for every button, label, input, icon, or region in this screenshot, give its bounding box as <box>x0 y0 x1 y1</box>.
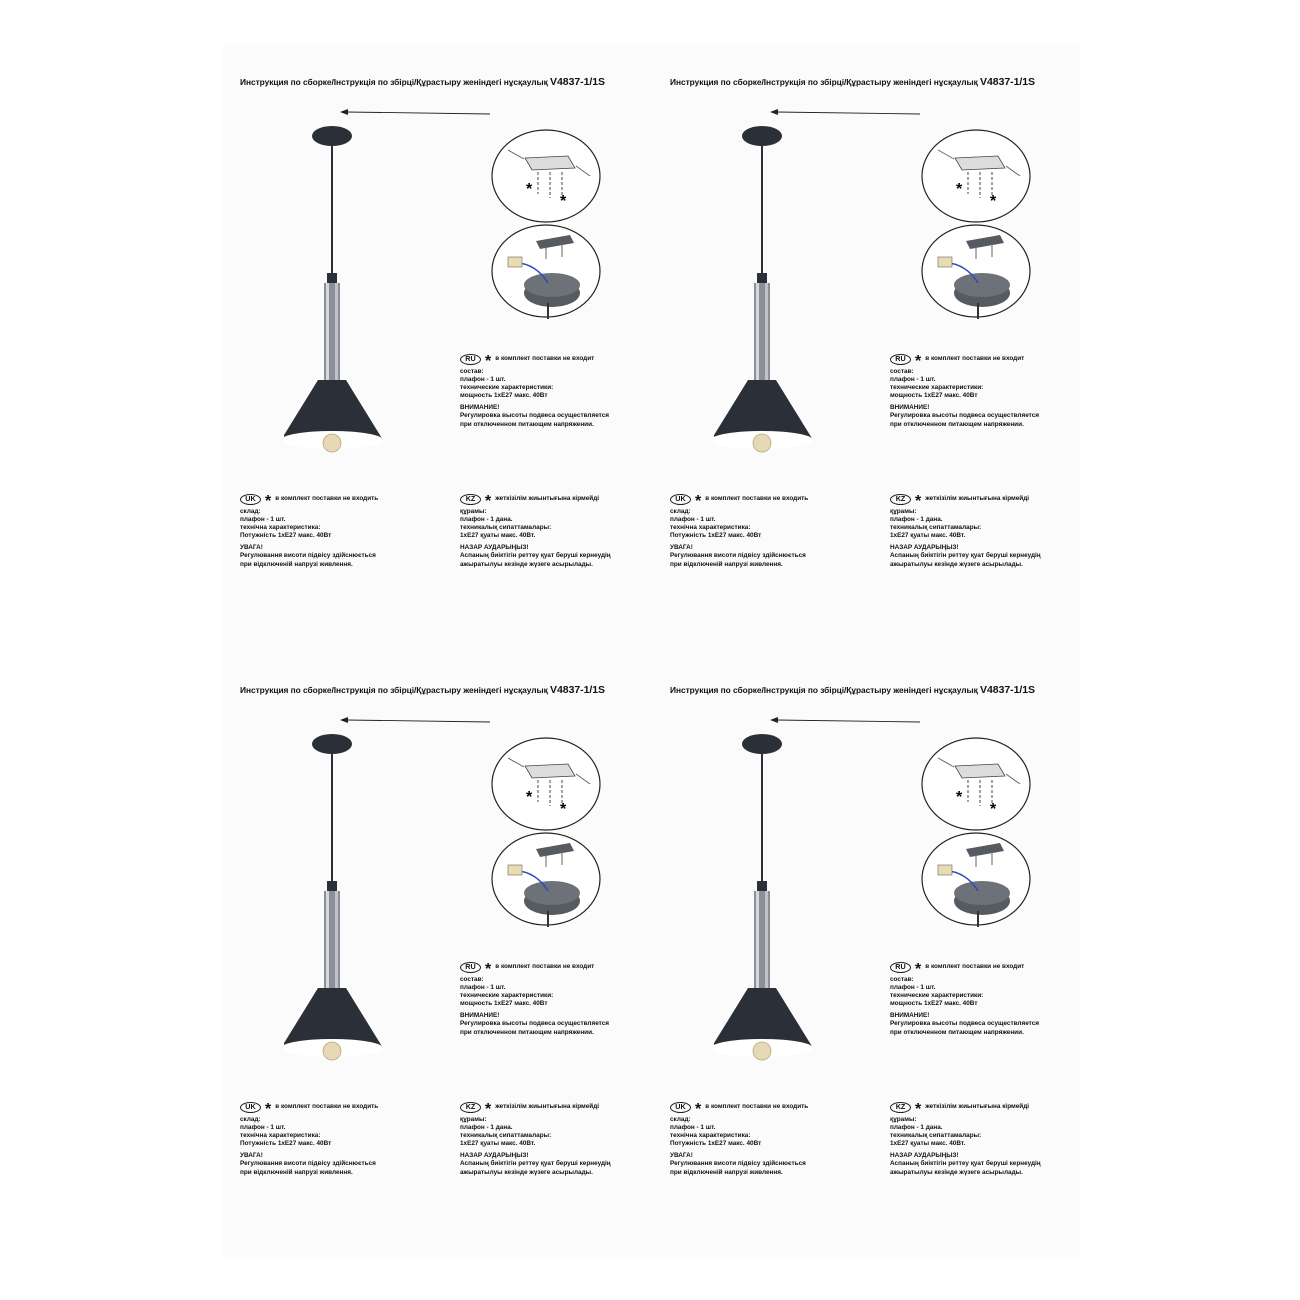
star-mark: * <box>526 789 533 806</box>
ru-note: в комплект поставки не входит <box>925 962 1025 970</box>
uk-instructions <box>240 1100 378 1177</box>
ru-line: плафон - 1 шт. <box>890 984 936 992</box>
uk-warning-title: УВАГА! <box>240 1152 263 1160</box>
kz-instructions <box>460 492 611 569</box>
instruction-title <box>670 76 1035 88</box>
kz-note: жеткізілім жиынтығына кірмейді <box>495 494 600 502</box>
kz-line: плафон - 1 дана. <box>890 1124 943 1132</box>
kz-note: жеткізілім жиынтығына кірмейді <box>495 1102 600 1110</box>
uk-line: Потужність 1хЕ27 макс. 40Вт <box>670 532 762 540</box>
title-text: Инструкция по сборке/Інструкція по збірці/Құрастыру женіндегі нұсқаулық <box>670 685 981 695</box>
kz-line: құрамы: <box>890 1116 917 1123</box>
ru-badge: RU <box>890 962 911 973</box>
arrow-left-icon <box>340 107 490 117</box>
pendant-lamp-illustration <box>284 125 384 465</box>
ru-warning-line: Регулировка высоты подвеса осуществляется <box>460 1020 610 1028</box>
ru-badge: RU <box>460 354 481 365</box>
star-mark: * <box>915 1101 922 1118</box>
instruction-title <box>240 76 605 88</box>
ru-warning-line: при отключенном питающем напряжении. <box>890 420 1024 428</box>
uk-line: Потужність 1хЕ27 макс. 40Вт <box>240 532 332 540</box>
uk-badge: UK <box>670 1102 691 1113</box>
uk-warning-title: УВАГА! <box>670 544 693 552</box>
kz-badge: KZ <box>890 1102 911 1113</box>
canopy-wiring-detail <box>920 223 1032 319</box>
kz-line: құрамы: <box>890 508 917 515</box>
ru-line: плафон - 1 шт. <box>890 376 936 384</box>
canopy-wiring-detail <box>490 223 602 319</box>
ru-line: мощность 1хЕ27 макс. 40Вт <box>460 1000 548 1008</box>
star-mark: * <box>265 493 272 510</box>
ru-line: плафон - 1 шт. <box>460 984 506 992</box>
kz-warning-line: Аспаның биіктігін реттеу қуат беруші кернеудің <box>460 1160 611 1168</box>
ru-warning-title: ВНИМАНИЕ! <box>890 1012 930 1020</box>
star-mark: * <box>695 1101 702 1118</box>
canopy-wiring-detail <box>490 831 602 927</box>
star-mark: * <box>915 961 922 978</box>
ru-instructions <box>460 960 609 1037</box>
uk-line: склад: <box>240 1116 261 1123</box>
kz-warning-line: Аспаның биіктігін реттеу қуат беруші кернеудің <box>890 1160 1041 1168</box>
pendant-lamp-illustration <box>284 733 384 1073</box>
ru-warning-line: Регулировка высоты подвеса осуществляется <box>460 412 610 420</box>
uk-badge: UK <box>240 1102 261 1113</box>
kz-line: техникалық сипаттамалары: <box>890 524 982 532</box>
ru-line: состав: <box>460 368 484 375</box>
star-mark: * <box>990 801 997 818</box>
kz-warning-title: НАЗАР АУДАРЫҢЫЗ! <box>890 1152 959 1160</box>
uk-badge: UK <box>670 494 691 505</box>
kz-warning-line: ажыратылуы кезінде жүзеге асырылады. <box>890 560 1023 568</box>
kz-warning-title: НАЗАР АУДАРЫҢЫЗ! <box>460 1152 529 1160</box>
uk-note: в комплект поставки не входить <box>275 1102 379 1110</box>
kz-warning-line: ажыратылуы кезінде жүзеге асырылады. <box>460 560 593 568</box>
kz-badge: KZ <box>890 494 911 505</box>
uk-line: плафон - 1 шт. <box>240 1124 286 1132</box>
star-mark: * <box>915 493 922 510</box>
uk-instructions <box>240 492 378 569</box>
ru-line: плафон - 1 шт. <box>460 376 506 384</box>
star-mark: * <box>956 789 963 806</box>
instruction-panel <box>652 653 1082 1253</box>
ru-badge: RU <box>460 962 481 973</box>
ru-line: состав: <box>890 976 914 983</box>
ru-line: состав: <box>460 976 484 983</box>
star-mark: * <box>485 493 492 510</box>
uk-warning-line: при відключеній напрузі живлення. <box>670 1168 783 1176</box>
mounting-bracket-detail <box>920 736 1032 832</box>
instruction-sheet <box>222 45 1080 1257</box>
uk-line: плафон - 1 шт. <box>670 516 716 524</box>
star-mark: * <box>485 1101 492 1118</box>
uk-warning-title: УВАГА! <box>240 544 263 552</box>
kz-warning-line: ажыратылуы кезінде жүзеге асырылады. <box>460 1168 593 1176</box>
model-number: V4837-1/1S <box>550 684 606 696</box>
ru-line: мощность 1хЕ27 макс. 40Вт <box>460 392 548 400</box>
kz-line: техникалық сипаттамалары: <box>460 1132 552 1140</box>
star-mark: * <box>695 493 702 510</box>
uk-line: плафон - 1 шт. <box>240 516 286 524</box>
uk-line: технічна характеристика: <box>240 1132 321 1140</box>
instruction-title <box>670 684 1035 696</box>
uk-instructions <box>670 492 808 569</box>
star-mark: * <box>265 1101 272 1118</box>
kz-badge: KZ <box>460 494 481 505</box>
pendant-lamp-illustration <box>714 125 814 465</box>
arrow-left-icon <box>770 715 920 725</box>
ru-line: технические характеристики: <box>890 992 984 1000</box>
uk-warning-line: Регулювання висоти підвісу здійснюється <box>240 552 376 560</box>
instruction-panel <box>222 45 652 645</box>
ru-line: мощность 1хЕ27 макс. 40Вт <box>890 1000 978 1008</box>
kz-warning-line: Аспаның биіктігін реттеу қуат беруші кернеудің <box>890 552 1041 560</box>
uk-warning-title: УВАГА! <box>670 1152 693 1160</box>
uk-line: склад: <box>670 1116 691 1123</box>
uk-warning-line: при відключеній напрузі живлення. <box>240 560 353 568</box>
ru-instructions <box>890 960 1039 1037</box>
mounting-bracket-detail <box>490 736 602 832</box>
instruction-panel <box>222 653 652 1253</box>
kz-warning-title: НАЗАР АУДАРЫҢЫЗ! <box>460 544 529 552</box>
ru-note: в комплект поставки не входит <box>925 354 1025 362</box>
ru-note: в комплект поставки не входит <box>495 354 595 362</box>
star-mark: * <box>526 181 533 198</box>
model-number: V4837-1/1S <box>980 684 1036 696</box>
ru-line: состав: <box>890 368 914 375</box>
uk-warning-line: Регулювання висоти підвісу здійснюється <box>240 1160 376 1168</box>
title-text: Инструкция по сборке/Інструкція по збірці/Құрастыру женіндегі нұсқаулық <box>240 77 551 87</box>
ru-warning-line: Регулировка высоты подвеса осуществляется <box>890 412 1040 420</box>
ru-warning-line: Регулировка высоты подвеса осуществляется <box>890 1020 1040 1028</box>
uk-warning-line: Регулювання висоти підвісу здійснюється <box>670 552 806 560</box>
star-mark: * <box>915 353 922 370</box>
uk-line: технічна характеристика: <box>670 524 751 532</box>
kz-line: плафон - 1 дана. <box>460 1124 513 1132</box>
kz-line: құрамы: <box>460 1116 487 1123</box>
arrow-left-icon <box>340 715 490 725</box>
star-mark: * <box>990 193 997 210</box>
kz-badge: KZ <box>460 1102 481 1113</box>
instruction-panel <box>652 45 1082 645</box>
uk-line: Потужність 1хЕ27 макс. 40Вт <box>240 1140 332 1148</box>
uk-line: склад: <box>670 508 691 515</box>
star-mark: * <box>485 353 492 370</box>
ru-instructions <box>460 352 609 429</box>
kz-instructions <box>890 1100 1041 1177</box>
uk-line: технічна характеристика: <box>240 524 321 532</box>
kz-line: техникалық сипаттамалары: <box>460 524 552 532</box>
kz-note: жеткізілім жиынтығына кірмейді <box>925 494 1030 502</box>
title-text: Инструкция по сборке/Інструкція по збірці/Құрастыру женіндегі нұсқаулық <box>240 685 551 695</box>
star-mark: * <box>956 181 963 198</box>
kz-warning-line: Аспаның биіктігін реттеу қуат беруші кернеудің <box>460 552 611 560</box>
kz-line: 1хЕ27 қуаты макс. 40Вт. <box>890 532 966 540</box>
arrow-left-icon <box>770 107 920 117</box>
kz-line: техникалық сипаттамалары: <box>890 1132 982 1140</box>
ru-line: технические характеристики: <box>890 384 984 392</box>
kz-instructions <box>460 1100 611 1177</box>
kz-line: құрамы: <box>460 508 487 515</box>
kz-line: плафон - 1 дана. <box>890 516 943 524</box>
ru-warning-title: ВНИМАНИЕ! <box>890 404 930 412</box>
ru-note: в комплект поставки не входит <box>495 962 595 970</box>
uk-note: в комплект поставки не входить <box>705 494 809 502</box>
kz-warning-line: ажыратылуы кезінде жүзеге асырылады. <box>890 1168 1023 1176</box>
kz-instructions <box>890 492 1041 569</box>
ru-line: мощность 1хЕ27 макс. 40Вт <box>890 392 978 400</box>
star-mark: * <box>560 193 567 210</box>
uk-warning-line: при відключеній напрузі живлення. <box>240 1168 353 1176</box>
instruction-title <box>240 684 605 696</box>
mounting-bracket-detail <box>490 128 602 224</box>
ru-instructions <box>890 352 1039 429</box>
uk-line: плафон - 1 шт. <box>670 1124 716 1132</box>
model-number: V4837-1/1S <box>550 76 606 88</box>
uk-warning-line: при відключеній напрузі живлення. <box>670 560 783 568</box>
ru-badge: RU <box>890 354 911 365</box>
uk-badge: UK <box>240 494 261 505</box>
uk-line: склад: <box>240 508 261 515</box>
kz-line: 1хЕ27 қуаты макс. 40Вт. <box>460 1140 536 1148</box>
uk-warning-line: Регулювання висоти підвісу здійснюється <box>670 1160 806 1168</box>
model-number: V4837-1/1S <box>980 76 1036 88</box>
kz-note: жеткізілім жиынтығына кірмейді <box>925 1102 1030 1110</box>
ru-warning-line: при отключенном питающем напряжении. <box>460 420 594 428</box>
uk-instructions <box>670 1100 808 1177</box>
kz-line: 1хЕ27 қуаты макс. 40Вт. <box>460 532 536 540</box>
ru-warning-line: при отключенном питающем напряжении. <box>890 1028 1024 1036</box>
star-mark: * <box>485 961 492 978</box>
mounting-bracket-detail <box>920 128 1032 224</box>
kz-line: плафон - 1 дана. <box>460 516 513 524</box>
uk-line: технічна характеристика: <box>670 1132 751 1140</box>
uk-line: Потужність 1хЕ27 макс. 40Вт <box>670 1140 762 1148</box>
pendant-lamp-illustration <box>714 733 814 1073</box>
ru-line: технические характеристики: <box>460 384 554 392</box>
uk-note: в комплект поставки не входить <box>275 494 379 502</box>
kz-line: 1хЕ27 қуаты макс. 40Вт. <box>890 1140 966 1148</box>
ru-warning-title: ВНИМАНИЕ! <box>460 404 500 412</box>
kz-warning-title: НАЗАР АУДАРЫҢЫЗ! <box>890 544 959 552</box>
canopy-wiring-detail <box>920 831 1032 927</box>
uk-note: в комплект поставки не входить <box>705 1102 809 1110</box>
title-text: Инструкция по сборке/Інструкція по збірці/Құрастыру женіндегі нұсқаулық <box>670 77 981 87</box>
star-mark: * <box>560 801 567 818</box>
ru-line: технические характеристики: <box>460 992 554 1000</box>
ru-warning-line: при отключенном питающем напряжении. <box>460 1028 594 1036</box>
ru-warning-title: ВНИМАНИЕ! <box>460 1012 500 1020</box>
